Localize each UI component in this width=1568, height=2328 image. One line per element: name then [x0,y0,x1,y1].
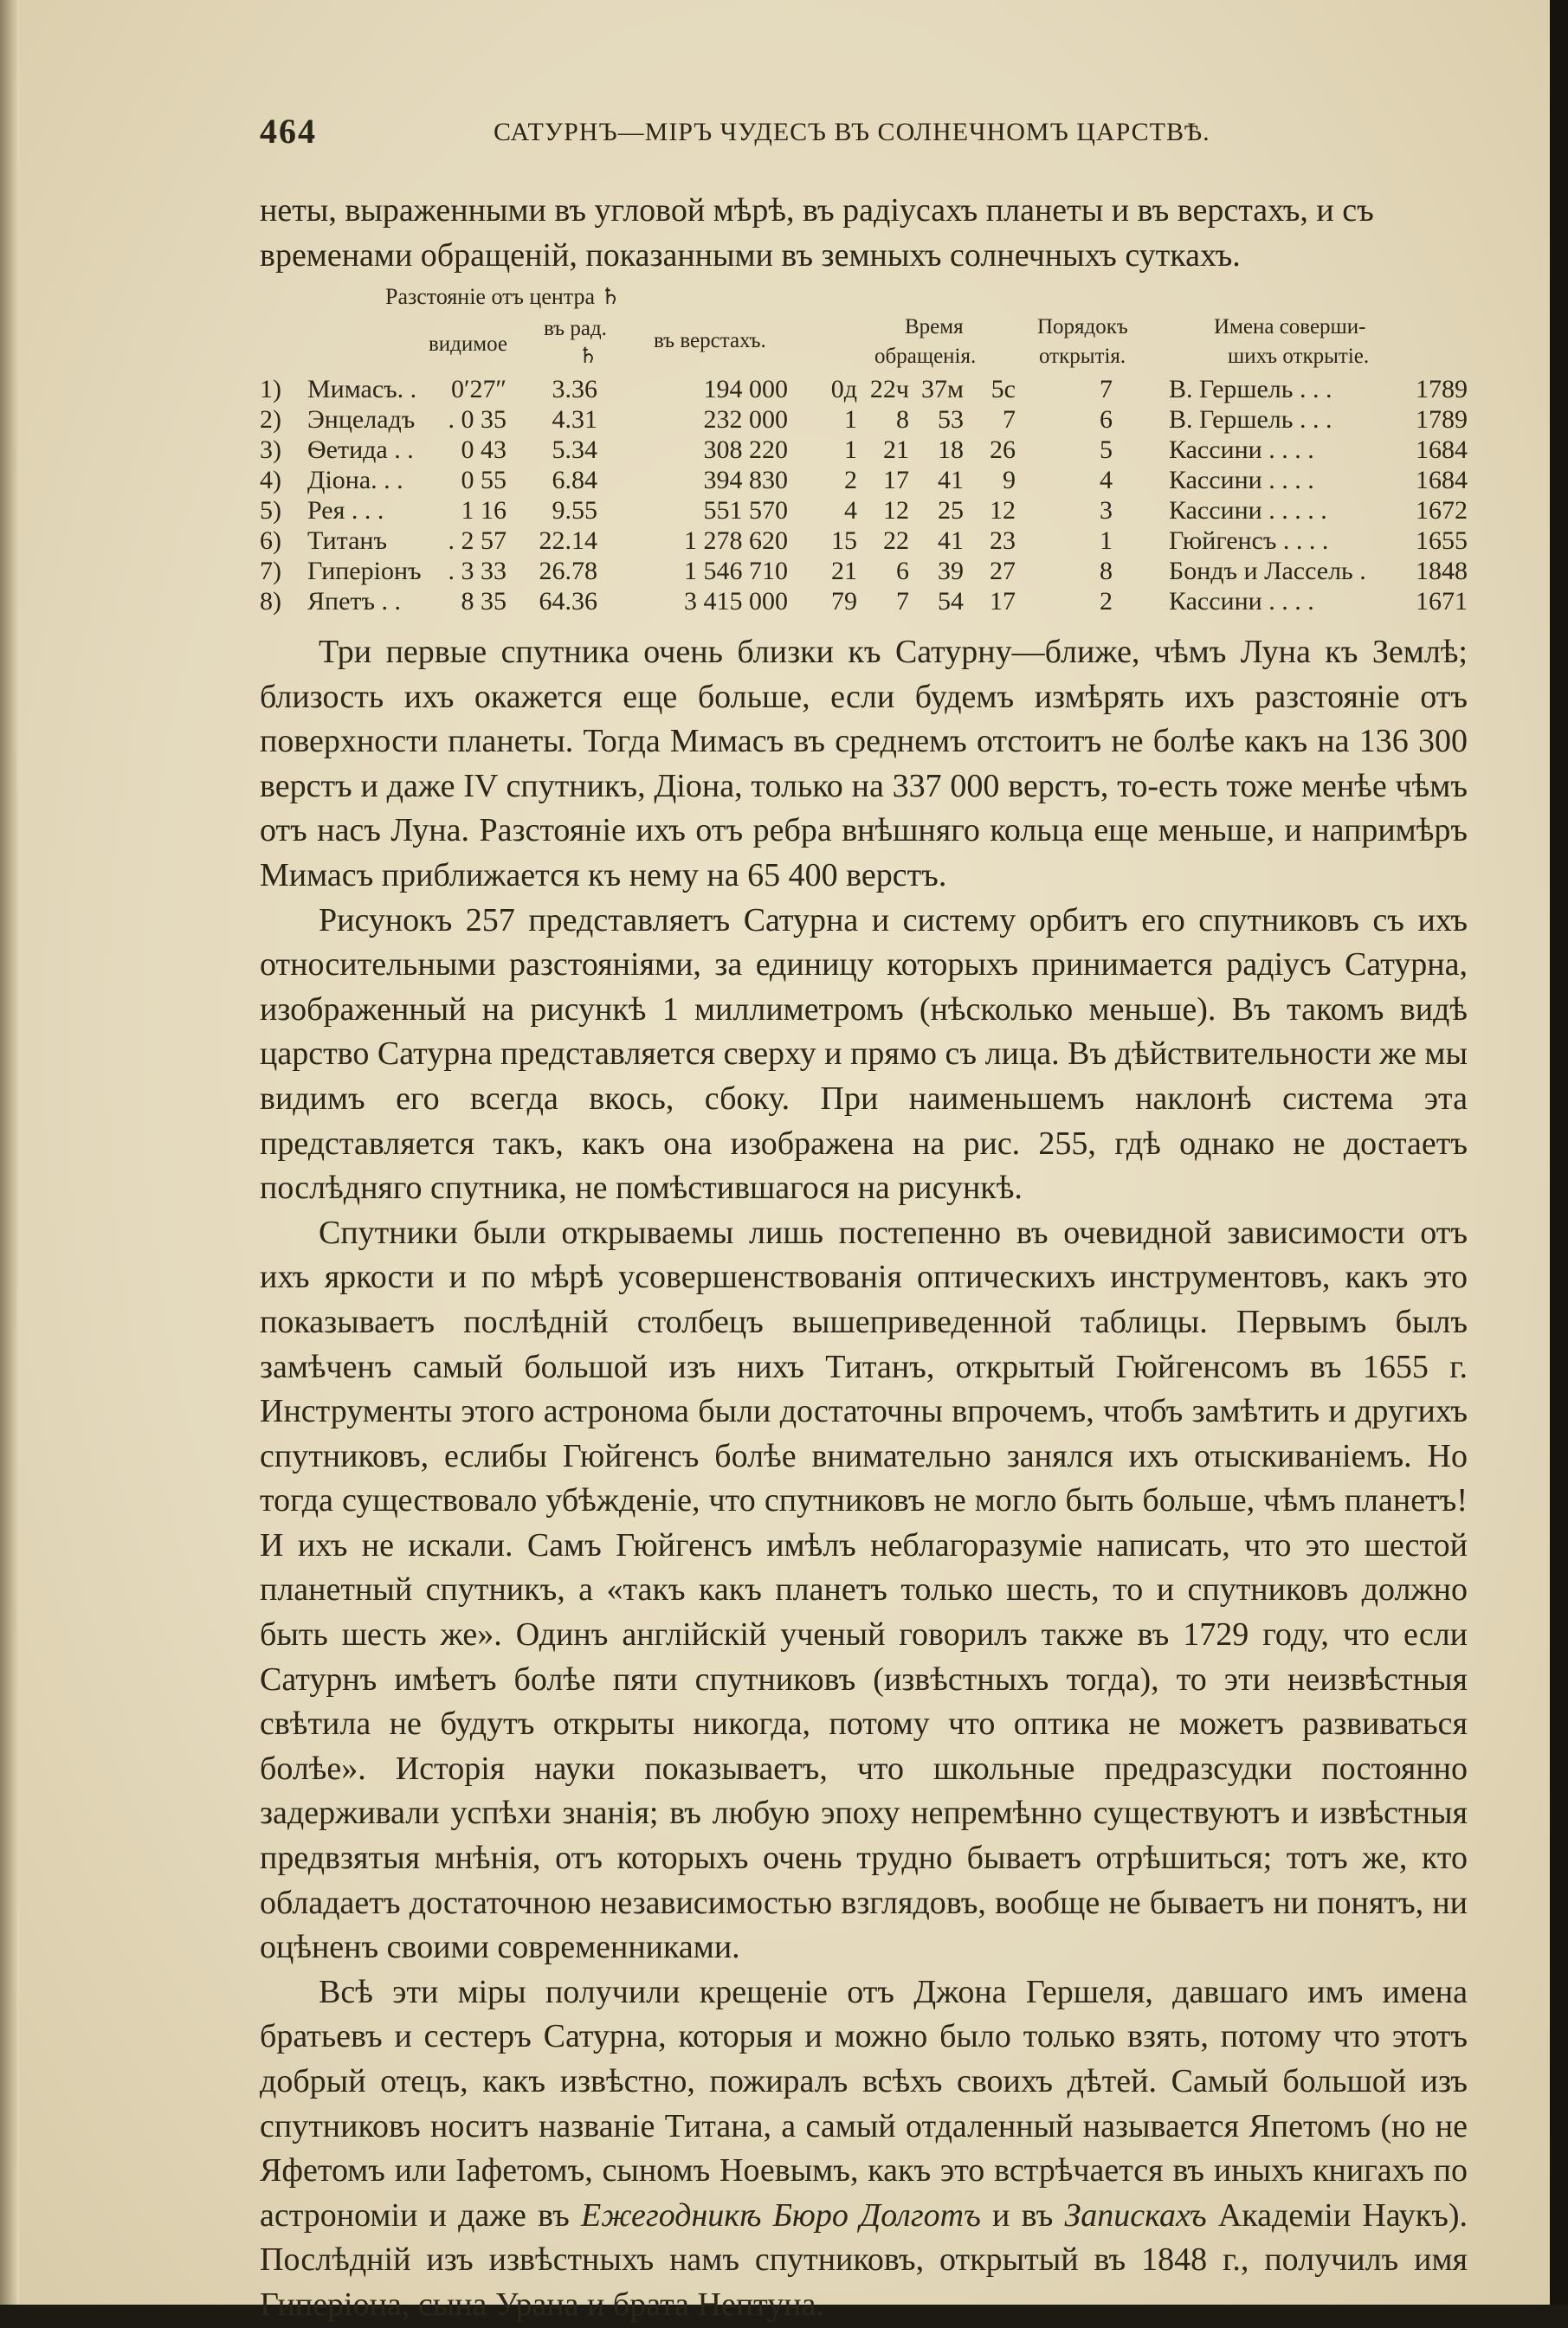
col-header-names: Имена соверши- [1214,315,1366,339]
paragraph-1: Три первые спутника очень близки къ Сатурну—ближе, чѣмъ Луна къ Землѣ; близость ихъ окажется еще больше, если будемъ измѣрять ихъ разстояніе отъ поверхности планеты. Тогда Мимасъ въ среднемъ отстоитъ не болѣе какъ на 136 300 верстъ и даже IV спутникъ, Діона, только на 337 000 верстъ, то-есть тоже менѣе чѣмъ отъ насъ Луна. Разстояніе ихъ отъ ребра внѣшняго кольца еще меньше, и напримѣръ Мимасъ приближается къ нему на 65 400 верстъ. [260,634,1468,893]
col-header-versts: въ верстахъ. [654,329,766,352]
cell-vis: . 0 35 [448,405,507,434]
cell-order: 3 [1100,496,1113,525]
paragraph-4 [260,1970,1468,2328]
intro-line-2: временами обращеній, показанными въ земныхъ солнечныхъ суткахъ. [260,236,1241,274]
cell-m: 18 [938,435,964,464]
table-row [260,557,1468,587]
col-header-order-2: открытія. [1039,345,1126,368]
cell-num: 4) [260,466,281,494]
cell-discoverer: В. Гершель . . . [1169,375,1332,403]
cell-order: 4 [1100,466,1113,494]
cell-year: 1789 [1416,405,1468,434]
page-spine-shadow [0,0,19,2305]
table-row [260,466,1468,496]
cell-name: Рея . . . [307,496,384,525]
paragraph-4-part-1: Всѣ эти міры получили крещеніе отъ Джона Гершеля, давшаго имъ имена братьевъ и сестеръ Сатурна, которыя и можно было только взять, потому что этотъ добрый отецъ, какъ извѣстно, пожиралъ всѣхъ своихъ дѣтей. Самый большой изъ спутниковъ носитъ названіе Титана, а самый отдаленный называется Япетомъ (но не Яфетомъ или Іафетомъ, сыномъ Ноевымъ, какъ это встрѣчается въ иныхъ книгахъ по астрономіи и даже въ [260,1973,1468,2234]
cell-s: 23 [990,526,1016,555]
cell-m: 25 [938,496,964,525]
col-header-names-2: шихъ открытіе. [1228,345,1370,368]
paragraph-3: Спутники были открываемы лишь постепенно въ очевидной зависимости отъ ихъ яркости и по мѣрѣ усовершенствованія оптическихъ инструментовъ, какъ это показываетъ послѣдній столбецъ вышеприведенной таблицы. Первымъ былъ замѣченъ самый большой изъ нихъ Титанъ, открытый Гюйгенсомъ въ 1655 г. Инструменты этого астронома были достаточны впрочемъ, чтобъ замѣтить и другихъ спутниковъ, еслибы Гюйгенсъ болѣе внимательно занялся ихъ отыскиваніемъ. Но тогда существовало убѣжденіе, что спутниковъ не могло быть больше, чѣмъ планетъ! И ихъ не искали. Самъ Гюйгенсъ имѣлъ неблагоразуміе написать, что это шестой планетный спутникъ, а «такъ какъ планетъ только шесть, то и спутниковъ должно быть шесть же». Одинъ англійскій ученый говорилъ также въ 1729 году, что если Сатурнъ имѣетъ болѣе пяти спутниковъ (извѣстныхъ тогда), то эти неизвѣстныя свѣтила не будутъ открыты никогда, потому что оптика не можетъ развиваться болѣе». Исторія науки показываетъ, что школьные предразсудки постоянно задерживали успѣхи знанія; въ любую эпоху непремѣнно существуютъ и извѣстныя предвзятыя мнѣнія, отъ которыхъ очень трудно бываетъ отрѣшиться; тотъ же, кто обладаетъ достаточною независимостью взглядовъ, вообще не бываетъ ни понятъ, ни оцѣненъ своими современниками. [260,1214,1468,1966]
cell-d: 21 [831,557,857,585]
satellites-table [260,275,1468,622]
cell-vis: . 2 57 [448,526,507,555]
cell-order: 5 [1100,435,1113,464]
table-row [260,405,1468,435]
cell-order: 7 [1100,375,1113,403]
cell-h: 6 [896,557,909,585]
page-number: 464 [260,112,317,151]
cell-discoverer: Кассини . . . . [1169,435,1314,464]
cell-order: 8 [1100,557,1113,585]
cell-vis: 1 16 [461,496,507,525]
col-header-order: Порядокъ [1037,315,1128,339]
cell-s: 9 [1003,466,1016,494]
cell-m: 54 [938,587,964,616]
cell-name: Энцеладъ [307,405,416,434]
cell-name: Ѳетида . . [307,435,414,464]
table-row [260,526,1468,557]
body-text [260,630,1468,2328]
cell-name: Япетъ . . [307,587,402,616]
cell-discoverer: Кассини . . . . [1169,587,1314,616]
cell-h: 8 [896,405,909,434]
cell-year: 1848 [1416,557,1468,585]
cell-year: 1684 [1416,435,1468,464]
cell-s: 17 [990,587,1016,616]
cell-year: 1684 [1416,466,1468,494]
cell-year: 1672 [1416,496,1468,525]
cell-order: 2 [1100,587,1113,616]
col-header-visible: видимое [429,332,508,356]
cell-num: 5) [260,496,281,525]
cell-m: 39 [938,557,964,585]
table-row [260,496,1468,526]
italic-title-1: Ежегодникѣ Бюро Долготъ [580,2196,981,2234]
intro-line-1: неты, выраженными въ угловой мѣрѣ, въ радіусахъ планеты и въ верстахъ, и съ [260,192,1374,229]
col-header-period-2: обращенія. [874,345,977,368]
col-header-period: Время [905,315,964,339]
cell-num: 3) [260,435,281,464]
cell-m: 41 [938,466,964,494]
cell-rad: 3.36 [552,375,597,403]
cell-d: 1 [844,435,857,464]
cell-rad: 64.36 [539,587,597,616]
cell-h: 22ч [869,375,909,403]
cell-h: 22 [883,526,909,555]
cell-discoverer: Кассини . . . . [1169,466,1314,494]
paragraph-4-part-3: Академіи Наукъ). Послѣдній изъ извѣстныхъ намъ спутниковъ, открытый въ 1848 г., получилъ имя Гиперіона, сына Урана и брата Нептуна. [260,2196,1468,2323]
cell-versts: 232 000 [703,405,788,434]
cell-s: 7 [1003,405,1016,434]
italic-title-2: Запискахъ [1064,2196,1207,2234]
cell-h: 7 [896,587,909,616]
cell-num: 7) [260,557,281,585]
cell-rad: 22.14 [539,526,597,555]
cell-d: 1 [844,405,857,434]
paragraph-2: Рисунокъ 257 представляетъ Сатурна и систему орбитъ его спутниковъ съ ихъ относительными разстояніями, за единицу которыхъ принимается радіусъ Сатурна, изображенный на рисункѣ 1 миллиметромъ (нѣсколько меньше). Въ такомъ видѣ царство Сатурна представляется сверху и прямо съ лица. Въ дѣйствительности же мы видимъ его всегда вкось, сбоку. При наименьшемъ наклонѣ система эта представляется такъ, какъ она изображена на рис. 255, гдѣ однако не достаетъ послѣдняго спутника, не помѣстившагося на рисункѣ. [260,901,1468,1207]
cell-h: 12 [883,496,909,525]
cell-discoverer: В. Гершель . . . [1169,405,1332,434]
cell-rad: 9.55 [552,496,597,525]
cell-discoverer: Гюйгенсъ . . . . [1169,526,1329,555]
cell-rad: 26.78 [539,557,597,585]
page-header [260,111,1463,163]
cell-order: 1 [1100,526,1113,555]
cell-d: 4 [844,496,857,525]
cell-order: 6 [1100,405,1113,434]
cell-d: 0д [830,375,857,403]
cell-h: 21 [883,435,909,464]
col-header-radii-symbol: ♄ [578,345,598,368]
cell-rad: 4.31 [552,405,597,434]
cell-versts: 3 415 000 [684,587,788,616]
table-row [260,435,1468,466]
cell-d: 79 [831,587,857,616]
page-right-edge [1550,0,1568,2305]
intro-text [260,189,1468,278]
running-title: САТУРНЪ—МІРЪ ЧУДЕСЪ ВЪ СОЛНЕЧНОМЪ ЦАРСТВѢ. [494,118,1210,146]
cell-rad: 6.84 [552,466,597,494]
cell-m: 53 [938,405,964,434]
cell-d: 2 [844,466,857,494]
cell-num: 8) [260,587,281,616]
cell-num: 2) [260,405,281,434]
cell-h: 17 [883,466,909,494]
cell-num: 6) [260,526,281,555]
cell-name: Мимасъ. . [307,375,417,403]
cell-name: Гиперіонъ [307,557,422,585]
cell-versts: 194 000 [703,375,788,403]
cell-versts: 1 278 620 [684,526,788,555]
cell-versts: 394 830 [703,466,788,494]
table-row [260,375,1468,405]
cell-m: 41 [938,526,964,555]
cell-vis: 0′27″ [450,375,507,403]
cell-d: 15 [831,526,857,555]
col-header-radii: въ рад. [544,317,607,340]
cell-m: 37м [921,375,964,403]
cell-year: 1671 [1416,587,1468,616]
cell-discoverer: Бондъ и Лассель . [1169,557,1366,585]
cell-year: 1789 [1416,375,1468,403]
cell-vis: 0 55 [461,466,507,494]
cell-s: 5с [990,375,1016,403]
table-group-header: Разстояніе отъ центра ♄ [385,284,621,309]
cell-name: Титанъ [307,526,387,555]
cell-vis: 8 35 [461,587,507,616]
cell-s: 12 [990,496,1016,525]
paragraph-4-part-2: и въ [980,2196,1065,2234]
cell-versts: 1 546 710 [684,557,788,585]
cell-versts: 551 570 [703,496,788,525]
cell-year: 1655 [1416,526,1468,555]
cell-num: 1) [260,375,281,403]
cell-rad: 5.34 [552,435,597,464]
table-row [260,587,1468,617]
cell-s: 26 [990,435,1016,464]
cell-s: 27 [990,557,1016,585]
cell-vis: 0 43 [461,435,507,464]
cell-discoverer: Кассини . . . . . [1169,496,1327,525]
cell-vis: . 3 33 [448,557,507,585]
cell-name: Діона. . . [307,466,403,494]
cell-versts: 308 220 [703,435,788,464]
